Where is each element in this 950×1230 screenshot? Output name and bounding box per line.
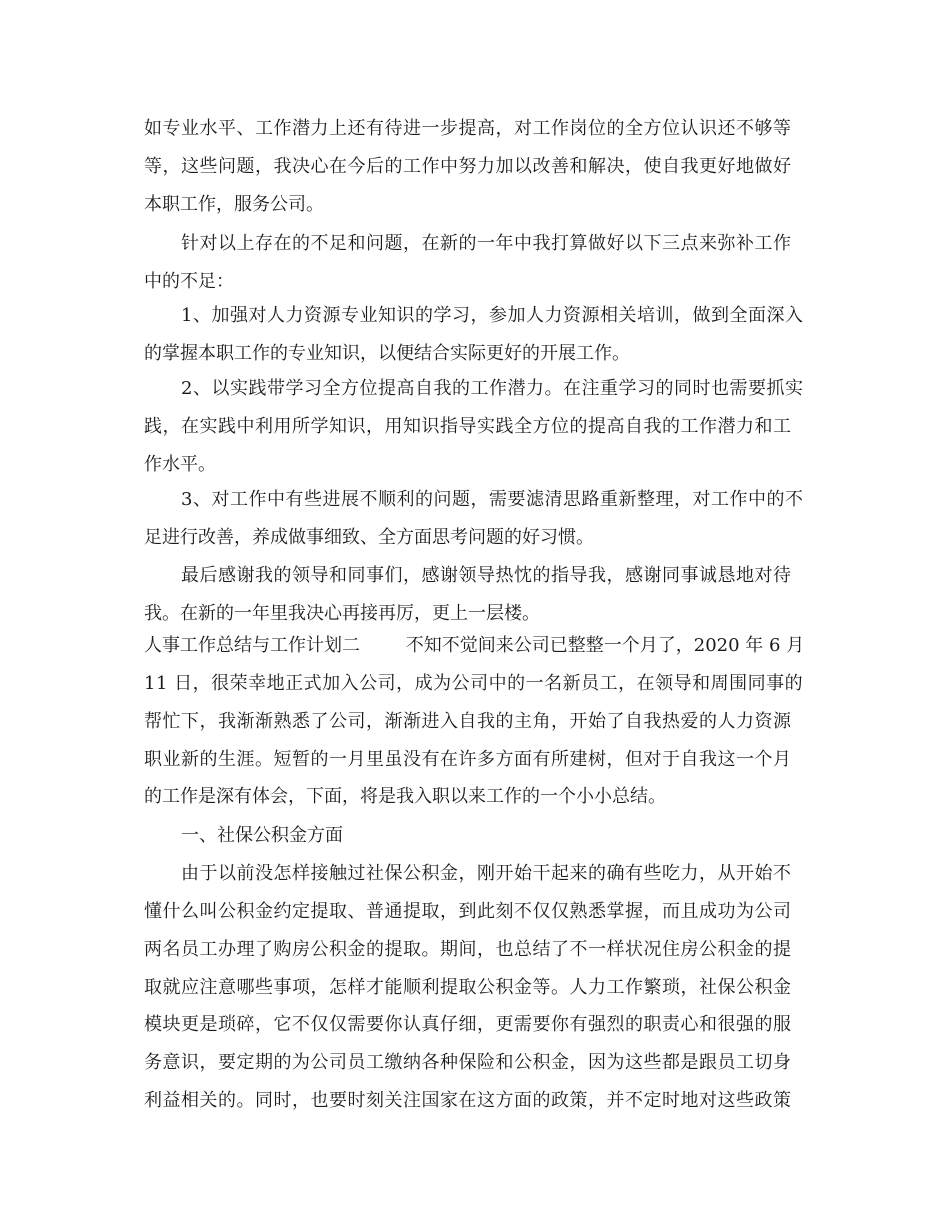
text-line: 的掌握本职工作的专业知识，以便结合实际更好的开展工作。 <box>144 343 630 364</box>
text-line: 最后感谢我的领导和同事们，感谢领导热忱的指导我，感谢同事诚恳地对待 <box>181 565 792 586</box>
text-line: 作水平。 <box>144 454 216 475</box>
text-line: 由于以前没怎样接触过社保公积金，刚开始干起来的确有些吃力，从开始不 <box>181 863 792 884</box>
text-line: 帮忙下，我渐渐熟悉了公司，渐渐进入自我的主角，开始了自我热爱的人力资源 <box>144 711 792 732</box>
text-line: 针对以上存在的不足和问题，在新的一年中我打算做好以下三点来弥补工作 <box>181 233 792 254</box>
text-line: 取就应注意哪些事项，怎样才能顺利提取公积金等。人力工作繁琐，社保公积金 <box>144 977 792 998</box>
text-line: 利益相关的。同时，也要时刻关注国家在这方面的政策，并不定时地对这些政策 <box>144 1090 792 1111</box>
text-line: 懂什么叫公积金约定提取、普通提取，到此刻不仅仅熟悉掌握，而且成功为公司 <box>144 901 792 922</box>
text-line: 践，在实践中利用所学知识，用知识指导实践全方位的提高自我的工作潜力和工 <box>144 416 792 437</box>
text-line: 3、对工作中有些进展不顺利的问题，需要滤清思路重新整理，对工作中的不 <box>181 489 804 510</box>
text-line: 11 日，很荣幸地正式加入公司，成为公司中的一名新员工，在领导和周围同事的 <box>144 673 804 694</box>
text-line: 足进行改善，养成做事细致、全方面思考问题的好习惯。 <box>144 527 594 548</box>
text-line: 人事工作总结与工作计划二 不知不觉间来公司已整整一个月了，2020 年 6 月 <box>144 635 805 656</box>
text-line: 中的不足： <box>144 271 234 292</box>
text-line: 2、以实践带学习全方位提高自我的工作潜力。在注重学习的同时也需要抓实 <box>181 378 804 399</box>
text-line: 如专业水平、工作潜力上还有待进一步提高，对工作岗位的全方位认识还不够等 <box>144 118 792 139</box>
text-line: 1、加强对人力资源专业知识的学习，参加人力资源相关培训，做到全面深入 <box>181 305 804 326</box>
text-line: 模块更是琐碎，它不仅仅需要你认真仔细，更需要你有强烈的职责心和很强的服 <box>144 1014 792 1035</box>
text-line: 务意识，要定期的为公司员工缴纳各种保险和公积金，因为这些都是跟员工切身 <box>144 1052 792 1073</box>
text-line: 等，这些问题，我决心在今后的工作中努力加以改善和解决，使自我更好地做好 <box>144 156 792 177</box>
text-line: 两名员工办理了购房公积金的提取。期间，也总结了不一样状况住房公积金的提 <box>144 939 792 960</box>
text-line: 职业新的生涯。短暂的一月里虽没有在许多方面有所建树，但对于自我这一个月 <box>144 749 792 770</box>
text-line: 我。在新的一年里我决心再接再厉，更上一层楼。 <box>144 603 540 624</box>
text-line: 的工作是深有体会，下面，将是我入职以来工作的一个小小总结。 <box>144 786 666 807</box>
section-heading: 一、社保公积金方面 <box>181 825 343 846</box>
text-line: 本职工作，服务公司。 <box>144 194 324 215</box>
